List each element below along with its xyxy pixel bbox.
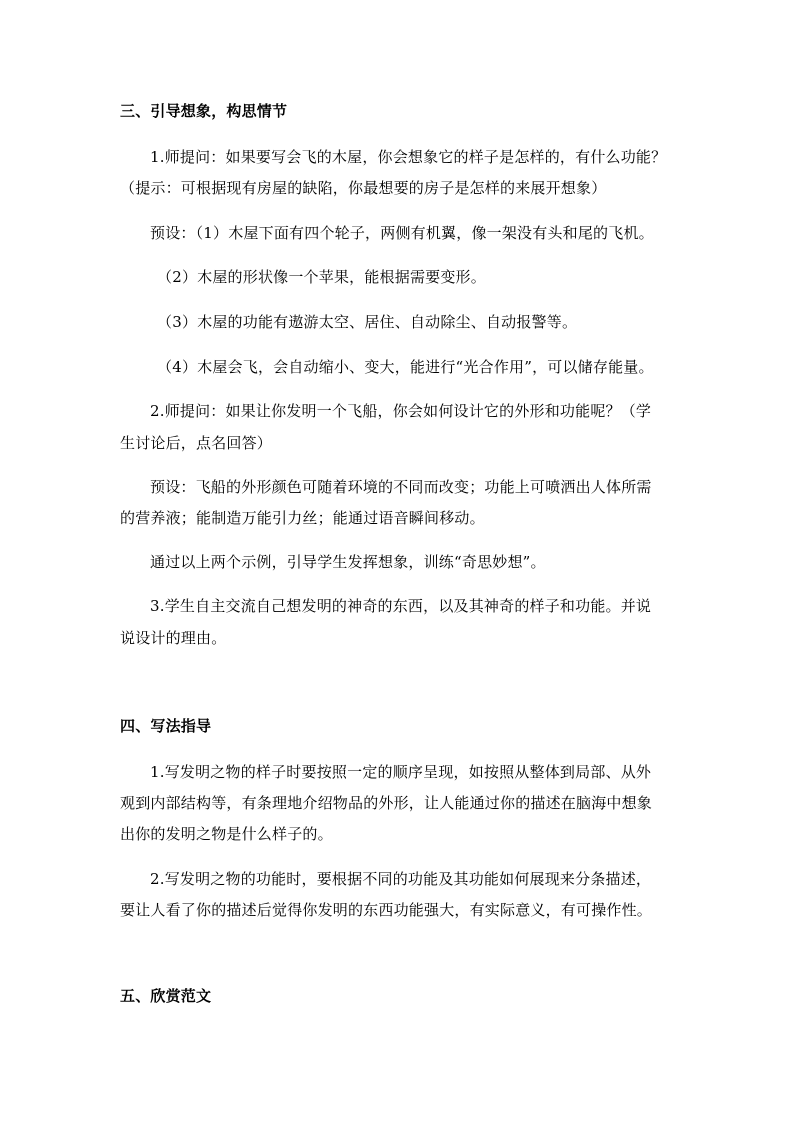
paragraph-line: 要让人看了你的描述后觉得你发明的东西功能强大，有实际意义，有可操作性。 (120, 901, 653, 919)
section-heading-3: 三、引导想象，构思情节 (120, 102, 288, 120)
paragraph-line: 出你的发明之物是什么样子的。 (120, 825, 333, 843)
paragraph-line: （3）木屋的功能有遨游太空、居住、自动除尘、自动报警等。 (157, 313, 578, 331)
paragraph-line: （4）木屋会飞，会自动缩小、变大，能进行“光合作用”，可以储存能量。 (157, 358, 654, 376)
paragraph-line: 预设：（1）木屋下面有四个轮子，两侧有机翼，像一架没有头和尾的飞机。 (150, 224, 654, 242)
paragraph-line: 2.写发明之物的功能时，要根据不同的功能及其功能如何展现来分条描述， (150, 870, 652, 888)
paragraph-line: 生讨论后，点名回答） (120, 434, 273, 452)
paragraph-line: 1.写发明之物的样子时要按照一定的顺序呈现，如按照从整体到局部、从外 (150, 763, 652, 781)
paragraph-line: 1.师提问：如果要写会飞的木屋，你会想象它的样子是怎样的，有什么功能？ (150, 148, 667, 166)
paragraph-line: 说设计的理由。 (120, 629, 227, 647)
paragraph-line: 的营养液；能制造万能引力丝；能通过语音瞬间移动。 (120, 509, 485, 527)
paragraph-line: （提示：可根据现有房屋的缺陷，你最想要的房子是怎样的来展开想象） (120, 179, 607, 197)
paragraph-line: 3.学生自主交流自己想发明的神奇的东西，以及其神奇的样子和功能。并说 (150, 597, 652, 615)
paragraph-line: 预设：飞船的外形颜色可随着环境的不同而改变；功能上可喷洒出人体所需 (150, 478, 652, 496)
paragraph-line: 观到内部结构等，有条理地介绍物品的外形，让人能通过你的描述在脑海中想象 (120, 794, 653, 812)
section-heading-4: 四、写法指导 (120, 717, 212, 735)
paragraph-line: （2）木屋的形状像一个苹果，能根据需要变形。 (157, 268, 486, 286)
section-heading-5: 五、欣赏范文 (120, 987, 212, 1005)
paragraph-line: 2.师提问：如果让你发明一个飞船，你会如何设计它的外形和功能呢？（学 (150, 402, 652, 420)
paragraph-line: 通过以上两个示例，引导学生发挥想象，训练“奇思妙想”。 (150, 553, 546, 571)
